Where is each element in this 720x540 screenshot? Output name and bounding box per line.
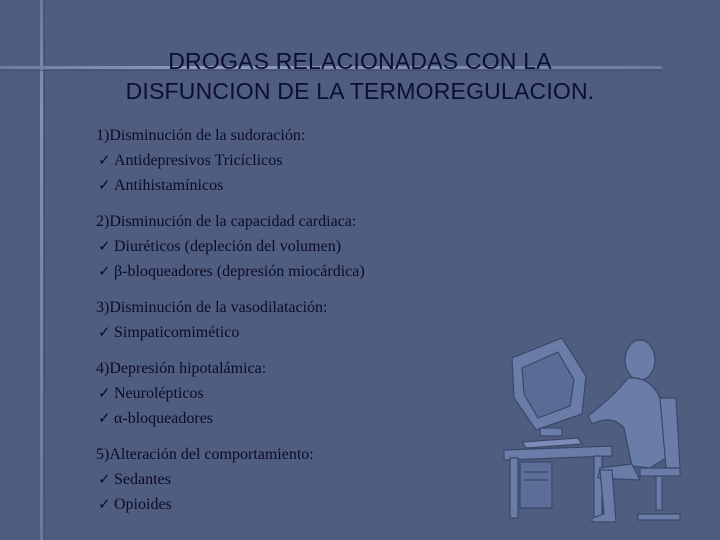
check-icon: ✓ <box>98 323 111 341</box>
list-item <box>96 406 516 431</box>
list-item-label: Antihistamínicos <box>114 177 224 194</box>
check-icon: ✓ <box>98 151 111 169</box>
check-icon: ✓ <box>98 262 111 280</box>
section-5 <box>96 443 516 517</box>
decorative-vertical-line <box>40 0 43 540</box>
section-1 <box>96 124 516 198</box>
title-line-2: DISFUNCION DE LA TERMOREGULACION. <box>125 78 595 104</box>
decorative-vertical-shadow <box>44 0 45 540</box>
list-item-label: Neurolépticos <box>114 385 204 402</box>
list-item-label: Antidepresivos Tricíclicos <box>114 152 283 169</box>
list-item <box>96 320 516 345</box>
check-icon: ✓ <box>98 384 111 402</box>
section-heading: 4)Depresión hipotalámica: <box>96 360 267 377</box>
list-item-label: Opioides <box>114 496 172 513</box>
section-heading: 1)Disminución de la sudoración: <box>96 127 306 144</box>
list-item <box>96 492 516 517</box>
list-item <box>96 259 516 284</box>
slide-title <box>60 46 660 106</box>
check-icon: ✓ <box>98 409 111 427</box>
section-2 <box>96 210 516 284</box>
list-item <box>96 381 516 406</box>
title-line-1: DROGAS RELACIONADAS CON LA <box>168 48 552 74</box>
list-item <box>96 148 516 173</box>
section-heading: 5)Alteración del comportamiento: <box>96 446 314 463</box>
list-item-label: β-bloqueadores (depresión miocárdica) <box>114 263 365 280</box>
check-icon: ✓ <box>98 237 111 255</box>
list-item-label: Simpaticomimético <box>114 324 240 341</box>
section-heading: 3)Disminución de la vasodilatación: <box>96 299 328 316</box>
check-icon: ✓ <box>98 176 111 194</box>
check-icon: ✓ <box>98 495 111 513</box>
section-heading: 2)Disminución de la capacidad cardiaca: <box>96 213 357 230</box>
person-at-computer-icon <box>500 318 690 528</box>
check-icon: ✓ <box>98 470 111 488</box>
list-item-label: Diuréticos (depleción del volumen) <box>114 238 342 255</box>
list-item <box>96 173 516 198</box>
section-4 <box>96 357 516 431</box>
list-item <box>96 234 516 259</box>
section-3 <box>96 296 516 345</box>
content-list <box>96 124 516 529</box>
list-item-label: Sedantes <box>114 471 171 488</box>
list-item-label: α-bloqueadores <box>114 410 214 427</box>
list-item <box>96 467 516 492</box>
